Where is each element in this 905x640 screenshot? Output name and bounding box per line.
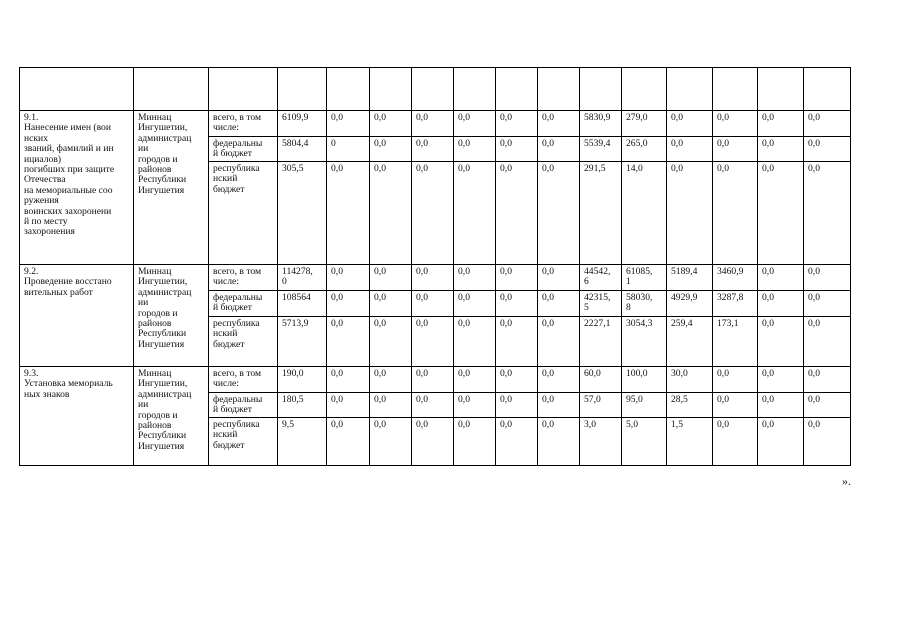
header-cell <box>538 68 580 111</box>
value-cell: 0,0 <box>758 367 804 393</box>
value-cell: 0,0 <box>496 111 538 137</box>
header-cell <box>327 68 370 111</box>
value-cell: 2227,1 <box>580 317 622 367</box>
header-cell <box>580 68 622 111</box>
value-cell: 14,0 <box>622 162 667 265</box>
value-cell: 0,0 <box>454 137 496 162</box>
value-cell: 0,0 <box>538 317 580 367</box>
value-cell: 279,0 <box>622 111 667 137</box>
value-cell: 0,0 <box>412 111 454 137</box>
value-cell: 0,0 <box>370 291 412 317</box>
value-cell: 0,0 <box>538 265 580 291</box>
value-cell: 6109,9 <box>278 111 327 137</box>
value-cell: 0,0 <box>412 137 454 162</box>
header-cell <box>804 68 851 111</box>
value-cell: 0,0 <box>454 162 496 265</box>
funding-source-cell: всего, в том числе: <box>209 265 278 291</box>
value-cell: 0,0 <box>538 418 580 466</box>
value-cell: 0,0 <box>327 111 370 137</box>
executor-cell: Миннац Ингушетии, администрац ии городов и районов Республики Ингушетия <box>134 111 209 265</box>
value-cell: 305,5 <box>278 162 327 265</box>
funding-source-cell: федеральны й бюджет <box>209 291 278 317</box>
header-cell <box>278 68 327 111</box>
value-cell: 5189,4 <box>667 265 713 291</box>
header-cell <box>412 68 454 111</box>
value-cell: 0,0 <box>496 137 538 162</box>
value-cell: 0,0 <box>758 418 804 466</box>
value-cell: 0,0 <box>412 265 454 291</box>
header-cell <box>713 68 758 111</box>
value-cell: 0,0 <box>370 111 412 137</box>
header-cell <box>758 68 804 111</box>
value-cell: 57,0 <box>580 393 622 418</box>
value-cell: 0,0 <box>327 393 370 418</box>
value-cell: 0,0 <box>713 367 758 393</box>
funding-source-cell: федеральны й бюджет <box>209 393 278 418</box>
value-cell: 0,0 <box>538 162 580 265</box>
value-cell: 0,0 <box>758 291 804 317</box>
value-cell: 3,0 <box>580 418 622 466</box>
value-cell: 5539,4 <box>580 137 622 162</box>
closing-quote: ». <box>842 474 851 488</box>
value-cell: 30,0 <box>667 367 713 393</box>
value-cell: 0,0 <box>496 393 538 418</box>
table-row <box>20 265 851 291</box>
value-cell: 0,0 <box>327 291 370 317</box>
value-cell: 95,0 <box>622 393 667 418</box>
value-cell: 9,5 <box>278 418 327 466</box>
value-cell: 0,0 <box>496 317 538 367</box>
header-cell <box>667 68 713 111</box>
header-cell <box>209 68 278 111</box>
header-cell <box>496 68 538 111</box>
value-cell: 0,0 <box>667 162 713 265</box>
value-cell: 3287,8 <box>713 291 758 317</box>
value-cell: 259,4 <box>667 317 713 367</box>
value-cell: 0,0 <box>370 367 412 393</box>
funding-source-cell: всего, в том числе: <box>209 111 278 137</box>
executor-cell: Миннац Ингушетии, администрац ии городов и районов Республики Ингушетия <box>134 367 209 466</box>
table-row <box>20 367 851 393</box>
value-cell: 0 <box>327 137 370 162</box>
funding-source-cell: республика нский бюджет <box>209 418 278 466</box>
value-cell: 0,0 <box>758 393 804 418</box>
value-cell: 0,0 <box>804 317 851 367</box>
executor-cell: Миннац Ингушетии, администрац ии городов и районов Республики Ингушетия <box>134 265 209 367</box>
value-cell: 0,0 <box>758 317 804 367</box>
value-cell: 0,0 <box>454 393 496 418</box>
value-cell: 0,0 <box>496 291 538 317</box>
funding-source-cell: федеральны й бюджет <box>209 137 278 162</box>
value-cell: 0,0 <box>804 291 851 317</box>
value-cell: 0,0 <box>370 162 412 265</box>
value-cell: 0,0 <box>327 418 370 466</box>
value-cell: 5713,9 <box>278 317 327 367</box>
value-cell: 0,0 <box>713 393 758 418</box>
header-cell <box>20 68 134 111</box>
value-cell: 60,0 <box>580 367 622 393</box>
value-cell: 0,0 <box>454 367 496 393</box>
value-cell: 0,0 <box>327 367 370 393</box>
value-cell: 0,0 <box>496 162 538 265</box>
value-cell: 0,0 <box>454 265 496 291</box>
value-cell: 61085, 1 <box>622 265 667 291</box>
value-cell: 0,0 <box>538 291 580 317</box>
value-cell: 0,0 <box>804 265 851 291</box>
value-cell: 0,0 <box>804 393 851 418</box>
value-cell: 0,0 <box>804 418 851 466</box>
value-cell: 0,0 <box>713 418 758 466</box>
value-cell: 0,0 <box>758 137 804 162</box>
value-cell: 190,0 <box>278 367 327 393</box>
value-cell: 291,5 <box>580 162 622 265</box>
header-cell <box>454 68 496 111</box>
value-cell: 58030, 8 <box>622 291 667 317</box>
header-cell <box>134 68 209 111</box>
activity-title-cell: 9.1. Нанесение имен (вои нских званий, фамилий и ин ициалов) погибших при защите Отечества на мемориальные соо ружения воинских захоронени й по месту захоронения <box>20 111 134 265</box>
value-cell: 0,0 <box>713 137 758 162</box>
funding-source-cell: республика нский бюджет <box>209 162 278 265</box>
header-row <box>20 68 851 111</box>
value-cell: 5,0 <box>622 418 667 466</box>
value-cell: 3460,9 <box>713 265 758 291</box>
value-cell: 0,0 <box>327 317 370 367</box>
value-cell: 108564 <box>278 291 327 317</box>
value-cell: 0,0 <box>412 317 454 367</box>
value-cell: 0,0 <box>327 265 370 291</box>
table-body <box>20 68 851 466</box>
value-cell: 4929,9 <box>667 291 713 317</box>
value-cell: 0,0 <box>538 137 580 162</box>
value-cell: 0,0 <box>412 418 454 466</box>
value-cell: 5804,4 <box>278 137 327 162</box>
value-cell: 0,0 <box>496 265 538 291</box>
value-cell: 0,0 <box>804 137 851 162</box>
activity-title-cell: 9.3. Установка мемориаль ных знаков <box>20 367 134 466</box>
value-cell: 0,0 <box>454 111 496 137</box>
value-cell: 0,0 <box>804 367 851 393</box>
value-cell: 0,0 <box>758 265 804 291</box>
value-cell: 0,0 <box>370 418 412 466</box>
value-cell: 0,0 <box>713 162 758 265</box>
value-cell: 0,0 <box>370 265 412 291</box>
value-cell: 0,0 <box>412 291 454 317</box>
value-cell: 0,0 <box>804 111 851 137</box>
value-cell: 0,0 <box>327 162 370 265</box>
value-cell: 0,0 <box>667 111 713 137</box>
value-cell: 0,0 <box>370 393 412 418</box>
value-cell: 0,0 <box>538 367 580 393</box>
funding-source-cell: всего, в том числе: <box>209 367 278 393</box>
value-cell: 0,0 <box>758 162 804 265</box>
value-cell: 0,0 <box>804 162 851 265</box>
value-cell: 3054,3 <box>622 317 667 367</box>
value-cell: 0,0 <box>412 367 454 393</box>
value-cell: 0,0 <box>667 137 713 162</box>
value-cell: 1,5 <box>667 418 713 466</box>
value-cell: 180,5 <box>278 393 327 418</box>
value-cell: 0,0 <box>454 418 496 466</box>
activity-title-cell: 9.2. Проведение восстано вительных работ <box>20 265 134 367</box>
header-cell <box>622 68 667 111</box>
value-cell: 173,1 <box>713 317 758 367</box>
value-cell: 0,0 <box>454 317 496 367</box>
value-cell: 0,0 <box>538 111 580 137</box>
header-cell <box>370 68 412 111</box>
value-cell: 44542, 6 <box>580 265 622 291</box>
value-cell: 0,0 <box>412 162 454 265</box>
value-cell: 100,0 <box>622 367 667 393</box>
value-cell: 28,5 <box>667 393 713 418</box>
value-cell: 0,0 <box>412 393 454 418</box>
value-cell: 5830,9 <box>580 111 622 137</box>
value-cell: 265,0 <box>622 137 667 162</box>
value-cell: 0,0 <box>370 137 412 162</box>
value-cell: 42315, 5 <box>580 291 622 317</box>
funding-source-cell: республика нский бюджет <box>209 317 278 367</box>
value-cell: 0,0 <box>496 367 538 393</box>
value-cell: 0,0 <box>454 291 496 317</box>
value-cell: 0,0 <box>758 111 804 137</box>
value-cell: 114278, 0 <box>278 265 327 291</box>
value-cell: 0,0 <box>713 111 758 137</box>
value-cell: 0,0 <box>496 418 538 466</box>
value-cell: 0,0 <box>538 393 580 418</box>
value-cell: 0,0 <box>370 317 412 367</box>
table-row <box>20 111 851 137</box>
budget-table <box>19 67 851 466</box>
